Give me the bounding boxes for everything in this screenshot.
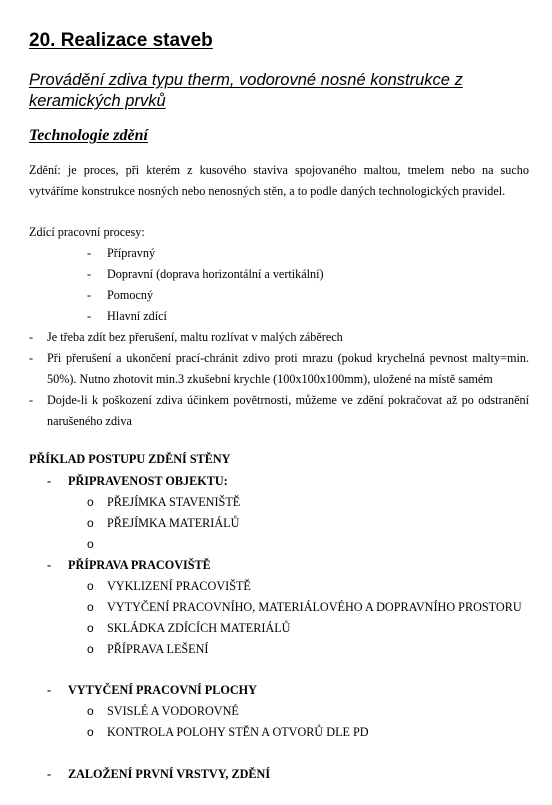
page-title: 20. Realizace staveb <box>29 30 213 51</box>
bullet-icon: o <box>87 725 94 739</box>
processes-label: Zdící pracovní procesy: <box>29 225 145 239</box>
bullet-icon: o <box>87 579 94 593</box>
process-item: Přípravný <box>107 246 156 260</box>
bullet-icon: o <box>87 495 94 509</box>
section-dash: - <box>47 474 52 488</box>
section-dash: - <box>47 558 52 572</box>
example-item: SKLÁDKA ZDÍCÍCH MATERIÁLŮ <box>107 621 291 635</box>
example-section-title: PŘÍPRAVA PRACOVIŠTĚ <box>68 558 211 572</box>
bullet-icon: o <box>87 600 94 614</box>
section-heading: Technologie zdění <box>29 127 148 144</box>
note-dash: - <box>29 393 34 407</box>
process-item: Hlavní zdící <box>107 309 167 323</box>
example-item: KONTROLA POLOHY STĚN A OTVORŮ DLE PD <box>107 725 369 739</box>
intro-paragraph: Zdění: je proces, při kterém z kusového staviva spojovaného maltou, tmelem nebo na sucho vytváříme konstrukce nosných nebo nenosných stěn, a to podle daných technologických pravidel. <box>29 163 529 198</box>
example-section-title: VYTYČENÍ PRACOVNÍ PLOCHY <box>68 683 257 697</box>
example-item: PŘEJÍMKA STAVENIŠTĚ <box>107 495 241 509</box>
example-heading: PŘÍKLAD POSTUPU ZDĚNÍ STĚNY <box>29 452 231 466</box>
example-item: SVISLÉ A VODOROVNÉ <box>107 704 239 718</box>
section-dash: - <box>47 767 52 781</box>
note-item: Dojde-li k poškození zdiva účinkem povětrnosti, můžeme ve zdění pokračovat až po odstranění narušeného zdiva <box>47 393 529 428</box>
example-item: VYKLIZENÍ PRACOVIŠTĚ <box>107 579 251 593</box>
note-dash: - <box>29 330 34 344</box>
section-dash: - <box>47 683 52 697</box>
process-item: Dopravní (doprava horizontální a vertikální) <box>107 267 324 281</box>
page-subtitle: Provádění zdiva typu therm, vodorovné nosné konstrukce z keramických prvků <box>29 71 463 110</box>
example-section-title: PŘIPRAVENOST OBJEKTU: <box>68 474 228 488</box>
example-item: PŘÍPRAVA LEŠENÍ <box>107 642 209 656</box>
example-item: VYTYČENÍ PRACOVNÍHO, MATERIÁLOVÉHO A DOPRAVNÍHO PROSTORU <box>107 600 522 614</box>
note-item: Při přerušení a ukončení prací-chránit zdivo proti mrazu (pokud krychelná pevnost malty=min. 50%). Nutno zhotovit min.3 zkušební krychle (100x100x100mm), uložené na místě samém <box>47 351 529 386</box>
process-dash: - <box>87 288 92 302</box>
bullet-icon: o <box>87 621 94 635</box>
note-dash: - <box>29 351 34 365</box>
process-item: Pomocný <box>107 288 154 302</box>
process-dash: - <box>87 309 92 323</box>
note-item: Je třeba zdít bez přerušení, maltu rozlívat v malých záběrech <box>47 330 343 344</box>
bullet-icon: o <box>87 704 94 718</box>
example-section-title: ZALOŽENÍ PRVNÍ VRSTVY, ZDĚNÍ <box>68 767 271 781</box>
bullet-icon: o <box>87 537 94 551</box>
bullet-icon: o <box>87 642 94 656</box>
process-dash: - <box>87 267 92 281</box>
process-dash: - <box>87 246 92 260</box>
bullet-icon: o <box>87 516 94 530</box>
example-item: PŘEJÍMKA MATERIÁLŮ <box>107 516 240 530</box>
